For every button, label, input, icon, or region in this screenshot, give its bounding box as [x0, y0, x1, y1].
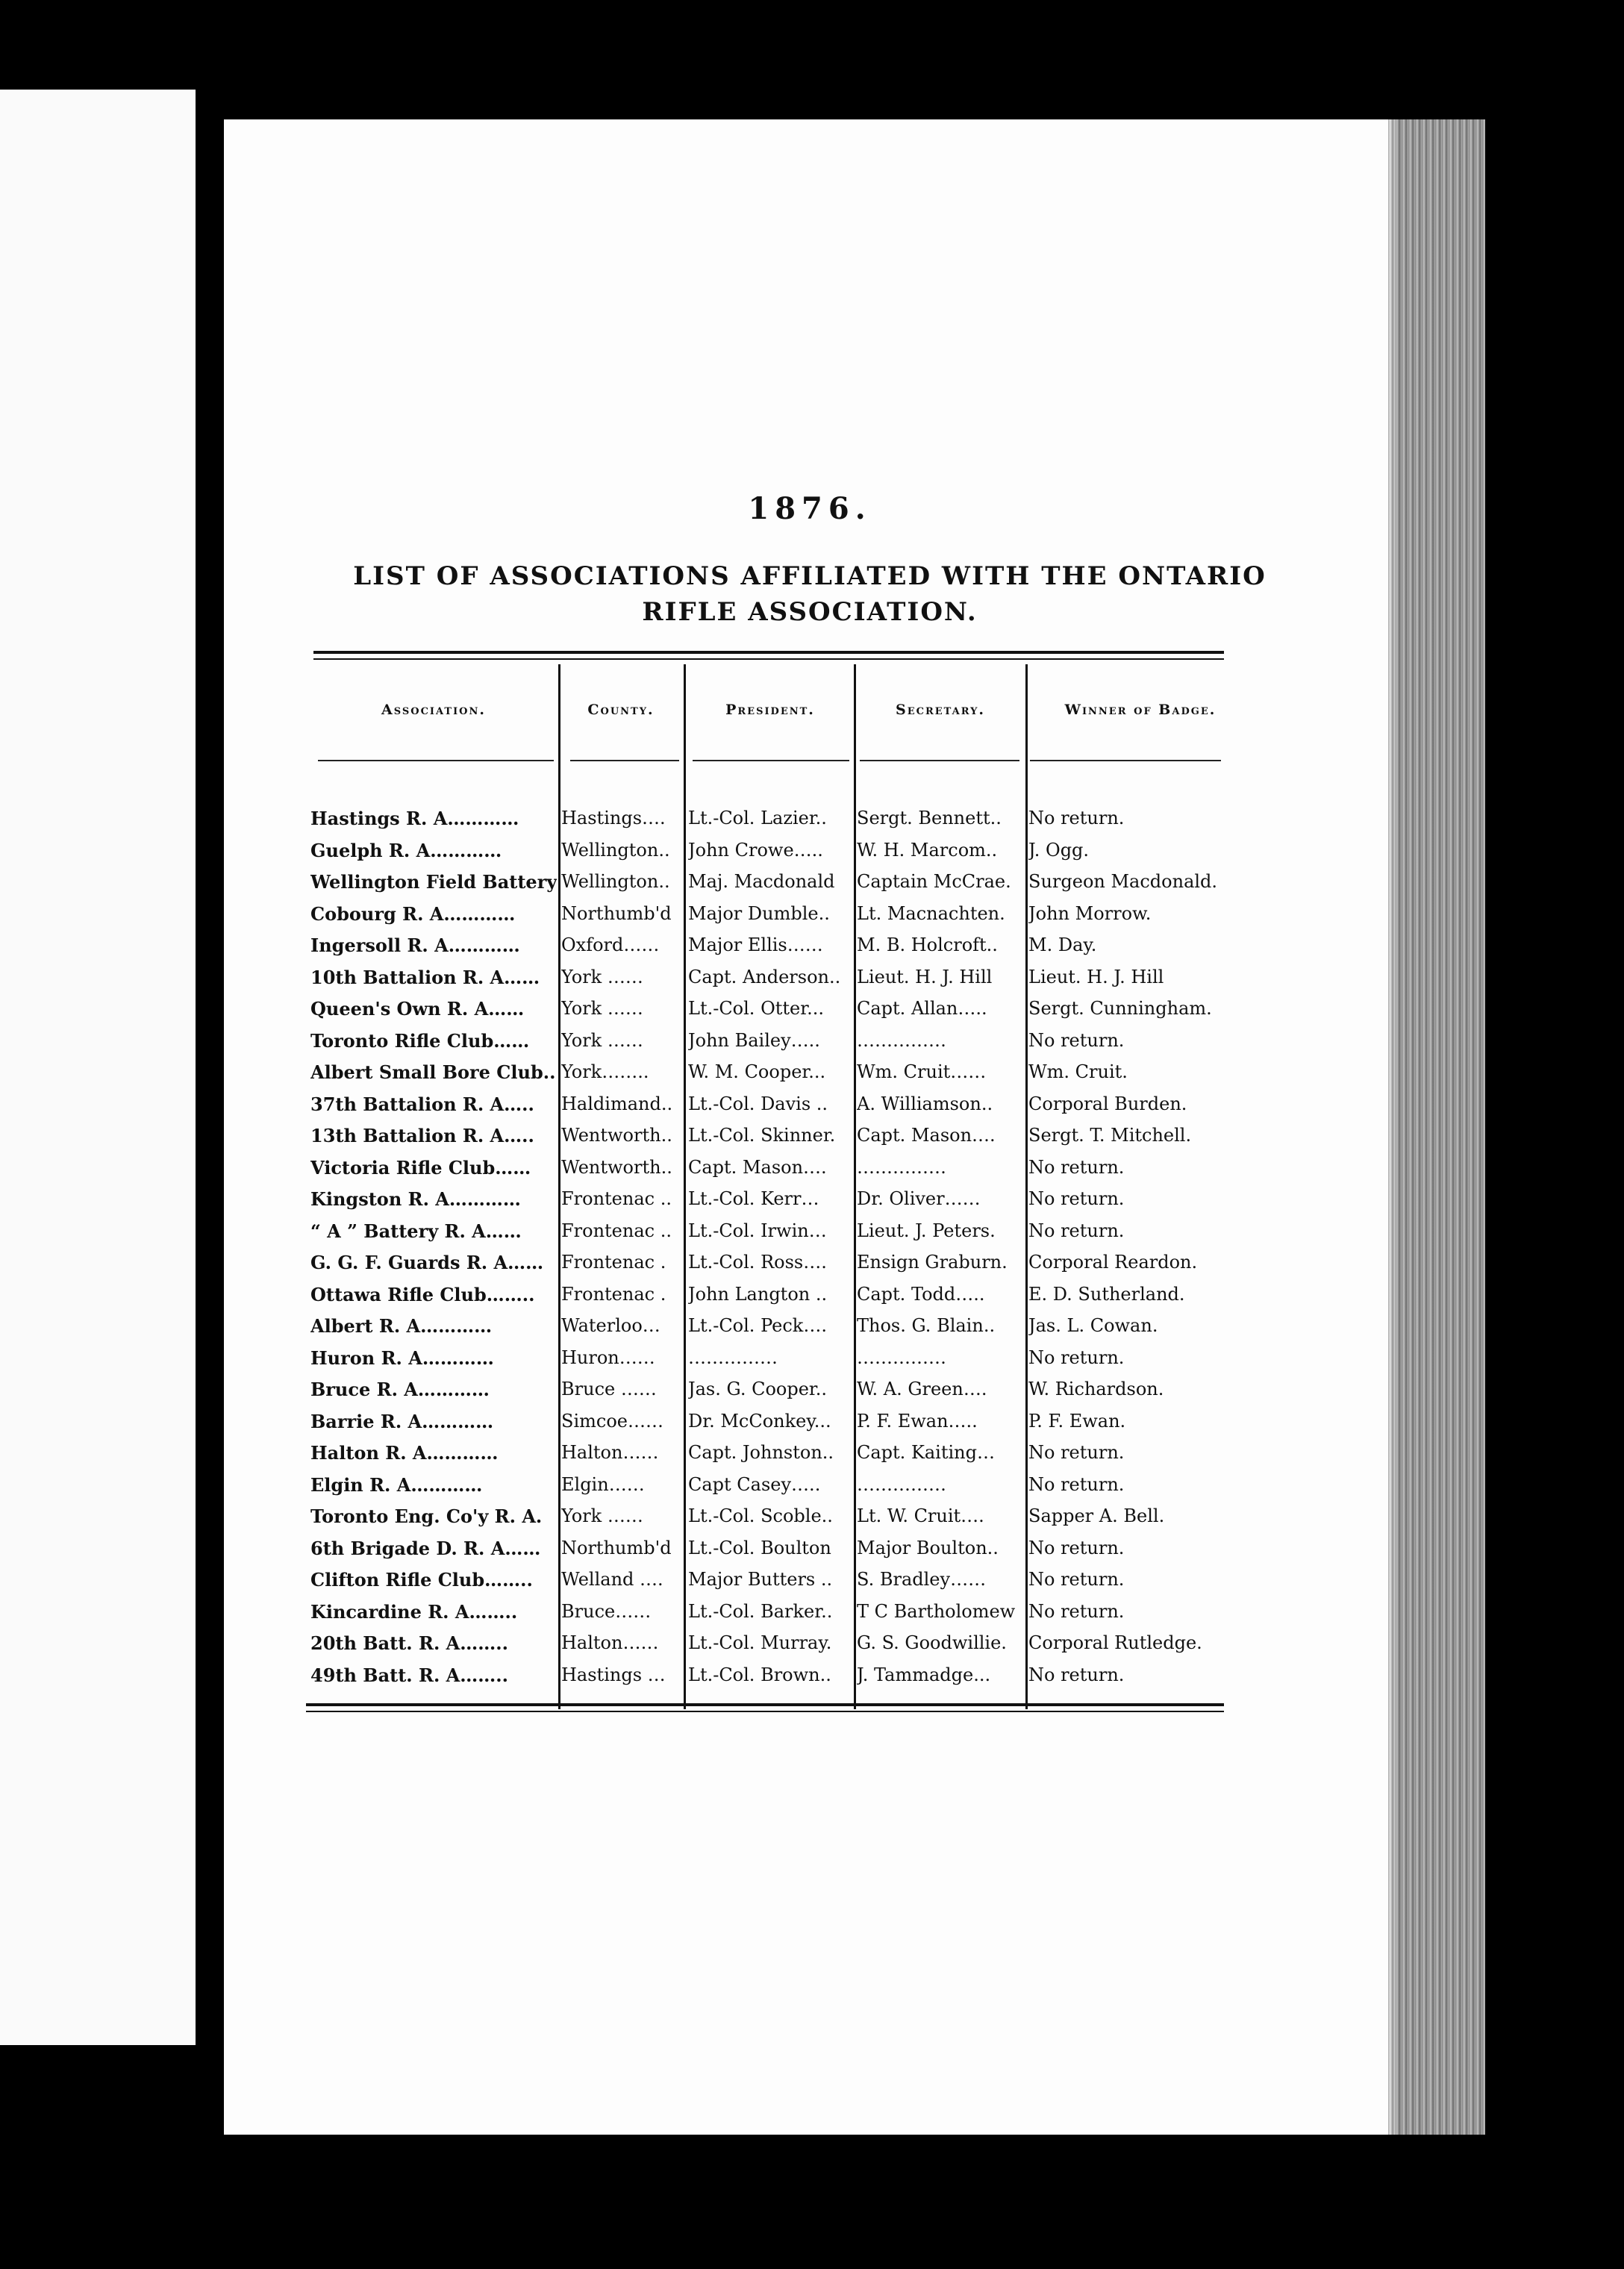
cell-president: Lt.-Col. Peck…. — [688, 1315, 827, 1336]
cell-county: Wentworth.. — [561, 1156, 672, 1178]
cell-secretary: Lieut. J. Peters. — [857, 1220, 996, 1241]
cell-association: 10th Battalion R. A…… — [310, 966, 540, 988]
cell-association: 37th Battalion R. A….. — [310, 1093, 534, 1115]
cell-president: Lt.-Col. Lazier.. — [688, 808, 827, 828]
cell-county: Wentworth.. — [561, 1125, 672, 1146]
cell-secretary: W. A. Green…. — [857, 1379, 987, 1399]
cell-association: Albert Small Bore Club.. — [310, 1061, 556, 1083]
cell-county: York …… — [561, 1505, 643, 1526]
table-row — [0, 1379, 1624, 1411]
cell-winner: P. F. Ewan. — [1028, 1410, 1126, 1432]
table-row — [0, 1601, 1624, 1633]
cell-president: …………… — [688, 1346, 778, 1368]
cell-county: Halton…… — [561, 1632, 659, 1653]
table-row — [0, 1157, 1624, 1189]
cell-president: Capt. Johnston.. — [688, 1442, 834, 1463]
table-row — [0, 1030, 1624, 1062]
cell-president: Lt.-Col. Boulton — [688, 1537, 831, 1558]
cell-president: Lt.-Col. Skinner. — [688, 1125, 836, 1146]
cell-association: Elgin R. A………… — [310, 1473, 483, 1496]
cell-secretary: Dr. Oliver…… — [857, 1188, 981, 1209]
cell-winner: No return. — [1028, 1156, 1125, 1178]
cell-county: Halton…… — [561, 1442, 659, 1463]
cell-association: Halton R. A………… — [310, 1442, 499, 1464]
cell-secretary: …………… — [857, 1029, 946, 1051]
table-row — [0, 903, 1624, 935]
cell-president: Lt.-Col. Otter... — [688, 998, 824, 1019]
cell-county: Elgin…… — [561, 1473, 645, 1495]
table-top-rule — [313, 651, 1224, 654]
cell-secretary: Sergt. Bennett.. — [857, 808, 1002, 828]
cell-winner: No return. — [1028, 1220, 1125, 1241]
cell-secretary: Wm. Cruit…… — [857, 1061, 987, 1082]
cell-association: Toronto Eng. Co'y R. A. — [310, 1505, 543, 1527]
cell-secretary: Capt. Mason…. — [857, 1125, 996, 1146]
page-title: LIST OF ASSOCIATIONS AFFILIATED WITH THE ONTARIO — [353, 561, 1267, 591]
cell-association: Toronto Rifle Club…… — [310, 1029, 530, 1052]
cell-county: Frontenac . — [561, 1283, 666, 1305]
cell-county: Frontenac . — [561, 1252, 666, 1273]
cell-secretary: Ensign Graburn. — [857, 1252, 1008, 1273]
cell-county: Hastings…. — [561, 808, 666, 828]
cell-president: Major Butters .. — [688, 1569, 833, 1590]
header-underline — [693, 760, 849, 761]
association-table — [0, 808, 1624, 1696]
cell-secretary: Capt. Kaiting… — [857, 1442, 995, 1463]
cell-secretary: …………… — [857, 1156, 946, 1178]
table-row — [0, 808, 1624, 840]
cell-association: 20th Batt. R. A…….. — [310, 1632, 508, 1654]
table-row — [0, 1220, 1624, 1252]
table-row — [0, 840, 1624, 872]
cell-winner: Sergt. T. Mitchell. — [1028, 1125, 1192, 1146]
header-underline — [570, 760, 679, 761]
cell-county: Frontenac .. — [561, 1188, 672, 1209]
cell-county: Welland …. — [561, 1569, 663, 1590]
cell-president: Lt.-Col. Scoble.. — [688, 1505, 833, 1526]
cell-secretary: Captain McCrae. — [857, 871, 1011, 892]
table-row — [0, 1125, 1624, 1157]
cell-president: Major Dumble.. — [688, 902, 830, 924]
cell-winner: No return. — [1028, 1188, 1125, 1209]
cell-secretary: Lt. W. Cruit…. — [857, 1505, 984, 1526]
cell-president: Major Ellis…… — [688, 934, 823, 955]
cell-president: W. M. Cooper... — [688, 1061, 826, 1082]
table-row — [0, 934, 1624, 967]
cell-secretary: P. F. Ewan….. — [857, 1410, 978, 1432]
header-secretary: Secretary. — [895, 702, 986, 718]
cell-secretary: T C Bartholomew — [857, 1600, 1016, 1622]
cell-association: Albert R. A………… — [310, 1315, 493, 1337]
table-row — [0, 1252, 1624, 1284]
cell-president: Lt.-Col. Barker.. — [688, 1600, 833, 1622]
cell-winner: No return. — [1028, 1473, 1125, 1495]
cell-association: 13th Battalion R. A….. — [310, 1125, 534, 1146]
cell-association: 6th Brigade D. R. A…… — [310, 1537, 541, 1559]
header-underline — [318, 760, 554, 761]
cell-secretary: G. S. Goodwillie. — [857, 1632, 1007, 1653]
cell-association: Kingston R. A………… — [310, 1188, 521, 1210]
cell-president: John Langton .. — [688, 1283, 828, 1305]
cell-president: Lt.-Col. Davis .. — [688, 1093, 828, 1114]
table-row — [0, 1664, 1624, 1697]
cell-county: Huron…… — [561, 1346, 655, 1368]
cell-winner: Corporal Rutledge. — [1028, 1632, 1202, 1653]
cell-county: Oxford…… — [561, 934, 660, 955]
cell-secretary: …………… — [857, 1473, 946, 1495]
cell-president: Dr. McConkey... — [688, 1410, 831, 1432]
cell-president: Lt.-Col. Kerr… — [688, 1188, 819, 1209]
table-row — [0, 1474, 1624, 1506]
cell-county: Frontenac .. — [561, 1220, 672, 1241]
cell-president: Lt.-Col. Brown.. — [688, 1664, 831, 1685]
cell-winner: E. D. Sutherland. — [1028, 1283, 1185, 1305]
cell-winner: Lieut. H. J. Hill — [1028, 966, 1164, 987]
table-bottom-rule — [306, 1703, 1224, 1706]
cell-county: York…….. — [561, 1061, 649, 1082]
cell-county: Haldimand.. — [561, 1093, 673, 1114]
cell-winner: No return. — [1028, 1664, 1125, 1685]
table-bottom-rule-thin — [306, 1711, 1224, 1712]
cell-association: Wellington Field Battery — [310, 871, 557, 893]
table-row — [0, 967, 1624, 999]
table-row — [0, 871, 1624, 903]
cell-winner: Sapper A. Bell. — [1028, 1505, 1165, 1526]
cell-county: Wellington.. — [561, 871, 670, 892]
cell-county: York …… — [561, 966, 643, 987]
table-row — [0, 1442, 1624, 1474]
cell-county: Wellington.. — [561, 839, 670, 861]
cell-county: Waterloo… — [561, 1315, 660, 1336]
cell-association: “ A ” Battery R. A…… — [310, 1220, 522, 1242]
table-row — [0, 1411, 1624, 1443]
cell-winner: Surgeon Macdonald. — [1028, 871, 1218, 892]
page-year: 1876. — [748, 491, 872, 526]
page-title-line2: RIFLE ASSOCIATION. — [642, 597, 978, 627]
cell-county: Bruce…… — [561, 1600, 652, 1622]
cell-association: Victoria Rifle Club…… — [310, 1156, 531, 1179]
table-row — [0, 1632, 1624, 1664]
cell-county: Hastings … — [561, 1664, 666, 1685]
cell-winner: No return. — [1028, 1346, 1125, 1368]
cell-association: Hastings R. A………… — [310, 808, 519, 829]
cell-president: Lt.-Col. Irwin… — [688, 1220, 827, 1241]
cell-association: Clifton Rifle Club…….. — [310, 1569, 533, 1591]
cell-association: Cobourg R. A………… — [310, 902, 516, 925]
cell-president: Maj. Macdonald — [688, 871, 835, 892]
cell-winner: No return. — [1028, 1537, 1125, 1558]
header-county: County. — [587, 702, 655, 718]
cell-association: Barrie R. A………… — [310, 1410, 494, 1432]
cell-president: Jas. G. Cooper.. — [688, 1379, 827, 1399]
cell-county: Bruce …… — [561, 1379, 657, 1399]
cell-secretary: A. Williamson.. — [857, 1093, 993, 1114]
cell-secretary: Major Boulton.. — [857, 1537, 999, 1558]
cell-association: Guelph R. A………… — [310, 839, 502, 861]
cell-president: Capt. Anderson.. — [688, 966, 841, 987]
cell-president: Capt Casey….. — [688, 1473, 821, 1495]
cell-president: John Crowe….. — [688, 839, 823, 861]
cell-secretary: …………… — [857, 1346, 946, 1368]
cell-winner: John Morrow. — [1028, 902, 1152, 924]
cell-association: Ottawa Rifle Club…….. — [310, 1283, 535, 1305]
cell-association: 49th Batt. R. A…….. — [310, 1664, 508, 1686]
table-row — [0, 1538, 1624, 1570]
header-underline — [1030, 760, 1221, 761]
cell-association: Queen's Own R. A…… — [310, 998, 525, 1020]
cell-winner: Wm. Cruit. — [1028, 1061, 1128, 1082]
cell-association: Huron R. A………… — [310, 1346, 494, 1369]
cell-secretary: Thos. G. Blain.. — [857, 1315, 996, 1336]
cell-secretary: Capt. Todd….. — [857, 1283, 985, 1305]
cell-secretary: J. Tammadge... — [857, 1664, 991, 1685]
table-row — [0, 1505, 1624, 1538]
cell-secretary: S. Bradley…… — [857, 1569, 987, 1590]
cell-county: York …… — [561, 998, 643, 1019]
cell-secretary: Capt. Allan….. — [857, 998, 987, 1019]
cell-president: Capt. Mason…. — [688, 1156, 827, 1178]
cell-winner: M. Day. — [1028, 934, 1097, 955]
table-row — [0, 1569, 1624, 1601]
table-top-rule-thin — [313, 658, 1224, 660]
cell-association: Kincardine R. A…….. — [310, 1600, 518, 1623]
header-association: Association. — [381, 702, 486, 718]
table-row — [0, 1188, 1624, 1220]
cell-winner: No return. — [1028, 1442, 1125, 1463]
cell-secretary: Lieut. H. J. Hill — [857, 966, 993, 987]
table-row — [0, 1093, 1624, 1126]
cell-winner: W. Richardson. — [1028, 1379, 1164, 1399]
cell-winner: No return. — [1028, 1029, 1125, 1051]
cell-association: G. G. F. Guards R. A…… — [310, 1252, 544, 1273]
cell-winner: No return. — [1028, 1569, 1125, 1590]
table-row — [0, 1347, 1624, 1379]
cell-secretary: M. B. Holcroft.. — [857, 934, 998, 955]
cell-winner: Jas. L. Cowan. — [1028, 1315, 1158, 1336]
cell-winner: J. Ogg. — [1028, 839, 1090, 861]
table-row — [0, 1315, 1624, 1347]
table-row — [0, 1061, 1624, 1093]
cell-winner: No return. — [1028, 808, 1125, 828]
cell-county: York …… — [561, 1029, 643, 1051]
table-row — [0, 1284, 1624, 1316]
cell-winner: No return. — [1028, 1600, 1125, 1622]
cell-secretary: Lt. Macnachten. — [857, 902, 1005, 924]
cell-president: Lt.-Col. Ross…. — [688, 1252, 827, 1273]
cell-president: John Bailey….. — [688, 1029, 820, 1051]
header-winner: Winner of Badge. — [1064, 702, 1217, 718]
cell-association: Ingersoll R. A………… — [310, 934, 520, 956]
cell-winner: Corporal Reardon. — [1028, 1252, 1198, 1273]
cell-county: Simcoe…… — [561, 1410, 663, 1432]
table-row — [0, 998, 1624, 1030]
header-president: President. — [725, 702, 815, 718]
cell-secretary: W. H. Marcom.. — [857, 839, 998, 861]
cell-winner: Corporal Burden. — [1028, 1093, 1187, 1114]
cell-county: Northumb'd — [561, 1537, 672, 1558]
cell-county: Northumb'd — [561, 902, 672, 924]
cell-president: Lt.-Col. Murray. — [688, 1632, 832, 1653]
cell-winner: Sergt. Cunningham. — [1028, 998, 1212, 1019]
cell-association: Bruce R. A………… — [310, 1379, 490, 1400]
header-underline — [860, 760, 1019, 761]
